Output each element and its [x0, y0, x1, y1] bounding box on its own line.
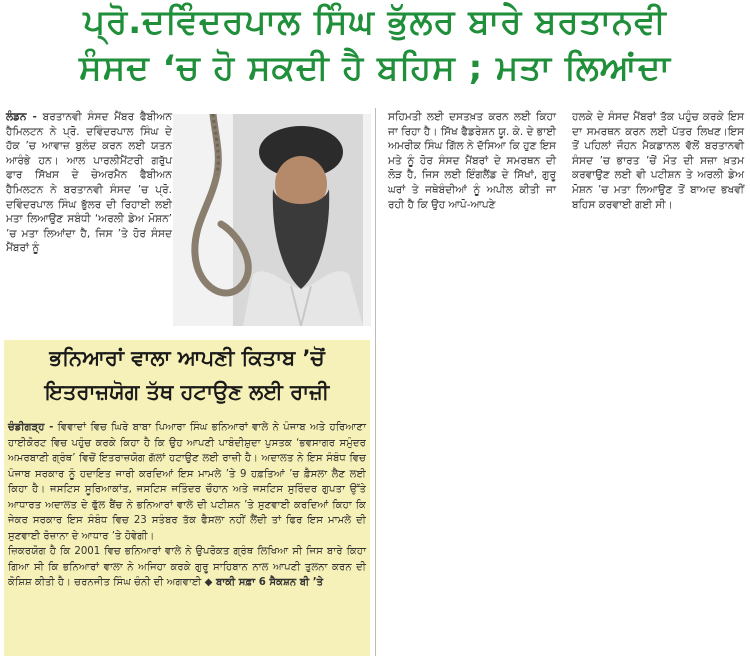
column-divider [375, 108, 376, 656]
box-paragraph-2 [8, 544, 366, 591]
article-dateline: ਲੰਡਨ - [6, 111, 37, 123]
box-headline-line-1: ਭਨਿਆਰਾਂ ਵਾਲਾ ਆਪਣੀ ਕਿਤਾਬ ’ਚੋਂ [49, 346, 325, 370]
box-headline-line-2: ਇਤਰਾਜ਼ਯੋਗ ਤੱਥ ਹਟਾਉਣ ਲਈ ਰਾਜ਼ੀ [44, 380, 330, 404]
sidebar-news-box [4, 340, 370, 656]
headline-line-1: ਪ੍ਰੋ.ਦਵਿੰਦਰਪਾਲ ਸਿੰਘ ਭੁੱਲਰ ਬਾਰੇ ਬਰਤਾਨਵੀ [83, 2, 667, 42]
article-text-col3: ਸਹਿਮਤੀ ਲਈ ਦਸਤਖ਼ਤ ਕਰਨ ਲਈ ਕਿਹਾ ਜਾ ਰਿਹਾ ਹੈ। ਸਿੱਖ ਫੈਡਰੇਸ਼ਨ ਯੂ. ਕੇ. ਦੇ ਭਾਈ ਅਮਰੀਕ ਸਿੰਘ ਗਿੱਲ ਨੇ ਦੱਸਿਆ ਕਿ ਹੁਣ ਇਸ ਮਤੇ ਨੂੰ ਹੋਰ ਸੰਸਦ ਮੈਂਬਰਾਂ ਦੇ ਸਮਰਥਨ ਦੀ ਲੋੜ ਹੈ, ਜਿਸ ਲਈ ਇੰਗਲੈਂਡ ਦੇ ਸਿੱਖਾਂ, ਗੁਰੂ ਘਰਾਂ ਤੇ ਜਥੇਬੰਦੀਆਂ ਨੂੰ ਅਪੀਲ ਕੀਤੀ ਜਾ ਰਹੀ ਹੈ ਕਿ ਉਹ ਆਪੋ-ਆਪਣੇ [388, 111, 556, 211]
article-text-col4: ਹਲਕੇ ਦੇ ਸੰਸਦ ਮੈਂਬਰਾਂ ਤੱਕ ਪਹੁੰਚ ਕਰਕੇ ਇਸ ਦਾ ਸਮਰਥਨ ਕਰਨ ਲਈ ਪੱਤਰ ਲਿਖਣ।ਇਸ ਤੋਂ ਪਹਿਲਾਂ ਜੌਹਨ ਮੈਕਡਾਨਲ ਵੱਲੋਂ ਬਰਤਾਨਵੀ ਸੰਸਦ ’ਚ ਭਾਰਤ ’ਚੋਂ ਮੌਤ ਦੀ ਸਜ਼ਾ ਖ਼ਤਮ ਕਰਵਾਉਣ ਲਈ ਵੀ ਪਟੀਸ਼ਨ ਤੇ ਅਰਲੀ ਡੇਅ ਮੋਸ਼ਨ ’ਚ ਮਤਾ ਲਿਆਉਣ ਤੋਂ ਬਾਅਦ ਭਖਵੀਂ ਬਹਿਸ ਕਰਵਾਈ ਗਈ ਸੀ। [572, 111, 744, 211]
article-text-col1: ਬਰਤਾਨਵੀ ਸੰਸਦ ਮੈਂਬਰ ਫੈਬੀਅਨ ਹੈਮਿਲਟਨ ਨੇ ਪ੍ਰੋ. ਦਵਿੰਦਰਪਾਲ ਸਿੰਘ ਦੇ ਹੱਕ ’ਚ ਆਵਾਜ਼ ਬੁਲੰਦ ਕਰਨ ਲਈ ਯਤਨ ਆਰੰਭੇ ਹਨ। ਆਲ ਪਾਰਲੀਮੈਂਟਰੀ ਗਰੁੱਪ ਫਾਰ ਸਿੱਖਸ ਦੇ ਚੇਅਰਮੈਨ ਫੈਬੀਅਨ ਹੈਮਿਲਟਨ ਨੇ ਬਰਤਾਨਵੀ ਸੰਸਦ ’ਚ ਪ੍ਰੋ. ਦਵਿੰਦਰਪਾਲ ਸਿੰਘ ਭੁੱਲਰ ਦੀ ਰਿਹਾਈ ਲਈ ਮਤਾ ਲਿਆਉਣ ਸਬੰਧੀ ‘ਅਰਲੀ ਡੇਅ ਮੋਸ਼ਨ’ ’ਚ ਮਤਾ ਲਿਆਂਦਾ ਹੈ, ਜਿਸ ’ਤੇ ਹੋਰ ਸੰਸਦ ਮੈਂਬਰਾਂ ਨੂੰ [6, 111, 173, 255]
continuation-note: ◆ ਬਾਕੀ ਸਫ਼ਾ 6 ਸੈਕਸ਼ਨ ਬੀ ’ਤੇ [204, 577, 324, 588]
news-photo [173, 114, 371, 326]
article-column-4 [572, 110, 744, 212]
box-text-2: ਜ਼ਿਕਰਯੋਗ ਹੈ ਕਿ 2001 ਵਿਚ ਭਨਿਆਰਾਂ ਵਾਲੇ ਨੇ ਉਪਰੋਕਤ ਗ੍ਰੰਥ ਲਿਖਿਆ ਸੀ ਜਿਸ ਬਾਰੇ ਕਿਹਾ ਗਿਆ ਸੀ ਕਿ ਭਨਿਆਰਾਂ ਵਾਲਾ ਨੇ ਅਜਿਹਾ ਕਰਕੇ ਗੁਰੂ ਸਾਹਿਬਾਨ ਨਾਲ ਆਪਣੀ ਤੁਲਨਾ ਕਰਨ ਦੀ ਕੋਸ਼ਿਸ਼ ਕੀਤੀ ਹੈ। ਚਰਨਜੀਤ ਸਿੰਘ ਚੰਨੀ ਦੀ ਅਗਵਾਈ [8, 546, 366, 588]
continuation-text: ਬਾਕੀ ਸਫ਼ਾ 6 ਸੈਕਸ਼ਨ ਬੀ ’ਤੇ [215, 577, 324, 588]
article-column-3 [388, 110, 556, 212]
box-text-1: ਵਿਵਾਦਾਂ ਵਿਚ ਘਿਰੇ ਬਾਬਾ ਪਿਆਰਾ ਸਿੰਘ ਭਨਿਆਰਾਂ ਵਾਲੇ ਨੇ ਪੰਜਾਬ ਅਤੇ ਹਰਿਆਣਾ ਹਾਈਕੋਰਟ ਵਿਚ ਪਹੁੰਚ ਕਰਕੇ ਕਿਹਾ ਹੈ ਕਿ ਉਹ ਆਪਣੀ ਪਾਬੰਦੀਸ਼ੁਦਾ ਪੁਸਤਕ ‘ਭਵਸਾਗਰ ਸਮੁੰਦਰ ਅਮਰਬਾਣੀ ਗ੍ਰੰਥ’ ਵਿਚੋਂ ਇਤਰਾਜ਼ਯੋਗ ਗੱਲਾਂ ਹਟਾਉਣ ਲਈ ਰਾਜ਼ੀ ਹੈ। ਅਦਾਲਤ ਨੇ ਇਸ ਸੰਬੰਧ ਵਿਚ ਪੰਜਾਬ ਸਰਕਾਰ ਨੂੰ ਹਦਾਇਤ ਜਾਰੀ ਕਰਦਿਆਂ ਇਸ ਮਾਮਲੇ ’ਤੇ 9 ਹਫ਼ਤਿਆਂ ’ਚ ਫ਼ੈਸਲਾ ਲੈਣ ਲਈ ਕਿਹਾ ਹੈ। ਜਸਟਿਸ ਸੂਰਿਆਕਾਂਤ, ਜਸਟਿਸ ਜਤਿੰਦਰ ਚੌਹਾਨ ਅਤੇ ਜਸਟਿਸ ਸੁਰਿੰਦਰ ਗੁਪਤਾ ਉੱਤੇ ਆਧਾਰਤ ਅਦਾਲਤ ਦੇ ਫੁੱਲ ਬੈਂਚ ਨੇ ਭਨਿਆਰਾਂ ਵਾਲੇ ਦੀ ਪਟੀਸ਼ਨ ’ਤੇ ਸੁਣਵਾਈ ਕਰਦਿਆਂ ਕਿਹਾ ਕਿ ਜੇਕਰ ਸਰਕਾਰ ਇਸ ਸੰਬੰਧ ਵਿਚ 23 ਸਤੰਬਰ ਤੱਕ ਫੈਸਲਾ ਨਹੀਂ ਲੈਂਦੀ ਤਾਂ ਫਿਰ ਇਸ ਮਾਮਲੇ ਦੀ ਸੁਣਵਾਈ ਰੋਜ਼ਾਨਾ ਦੇ ਆਧਾਰ ’ਤੇ ਹੋਵੇਗੀ। [8, 422, 366, 542]
box-dateline: ਚੰਡੀਗੜ੍ਹ - [8, 422, 54, 433]
article-column-1 [6, 110, 172, 256]
box-paragraph-1 [8, 420, 366, 544]
headline-line-2: ਸੰਸਦ ‘ਚ ਹੋ ਸਕਦੀ ਹੈ ਬਹਿਸ ; ਮਤਾ ਲਿਆਂਦਾ [78, 48, 672, 88]
headline [0, 0, 750, 100]
news-photo-illustration [173, 114, 371, 326]
box-body [8, 420, 366, 591]
